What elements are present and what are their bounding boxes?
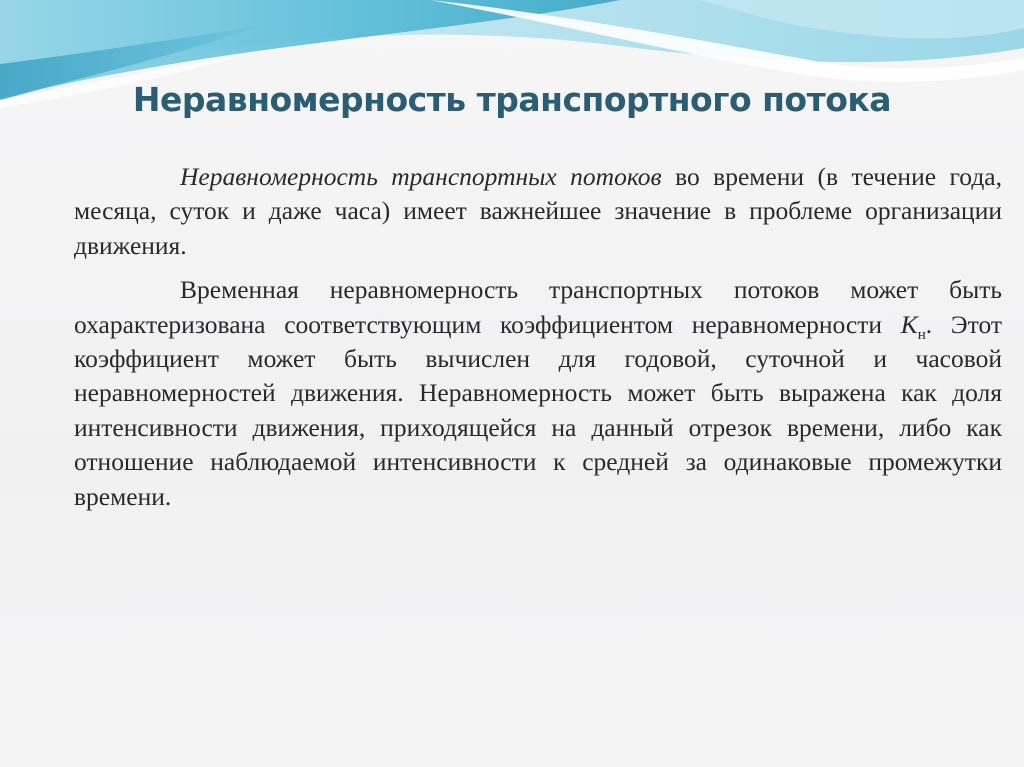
paragraph-definition bbox=[74, 160, 1002, 263]
paragraph-coefficient-text-end: . Этот коэффициент может быть вычислен для годовой, суточной и часовой неравномерностей движения. Неравномерность может быть выражена как доля интенсивности движения, приходящейся на данный отрезок времени, либо как отношение наблюдаемой интенсивности к средней за одинаковые промежутки времени. bbox=[74, 309, 1002, 511]
slide-title: Неравномерность транспортного потока bbox=[132, 80, 892, 119]
slide-body bbox=[74, 160, 1002, 524]
coefficient-symbol: К bbox=[900, 309, 918, 339]
paragraph-coefficient bbox=[74, 273, 1002, 514]
coefficient-subscript: н bbox=[917, 326, 926, 343]
paragraph-definition-text: во времени (в течение года, месяца, суток и даже часа) имеет важнейшее значение в проблеме организации движения. bbox=[74, 162, 1002, 260]
paragraph-coefficient-text-start: Временная неравномерность транспортных потоков может быть охарактеризована соответствующим коэффициентом неравномерности bbox=[74, 275, 1002, 339]
italic-term: Неравномерность транспортных потоков bbox=[180, 162, 662, 191]
